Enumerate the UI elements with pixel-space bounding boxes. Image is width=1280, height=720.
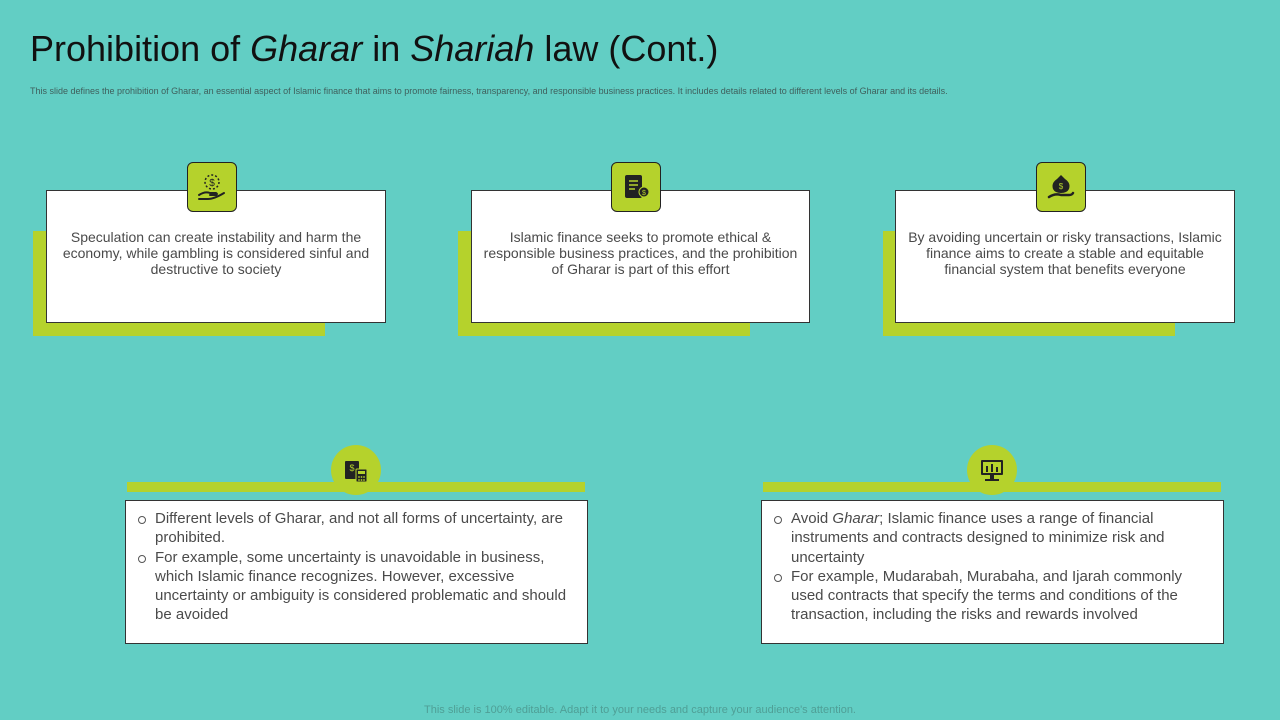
levels-card: [125, 500, 588, 644]
bullet-circle-icon: [774, 574, 782, 582]
bullet-text: For example, Mudarabah, Murabaha, and Ijarah commonly used contracts that specify the terms and conditions of the transaction, including the risks and rewards involved: [791, 567, 1183, 624]
bullet-text: ; Islamic finance uses a range of financial instruments and contracts designed to minimize risk and uncertainty: [791, 510, 1165, 566]
list-item: [774, 567, 1209, 625]
hand-dollar-icon: [187, 162, 237, 212]
page-title: [30, 28, 718, 70]
list-item: [138, 509, 573, 548]
bullet-list: [774, 509, 1209, 625]
document-money-icon: [611, 162, 661, 212]
list-item: [774, 509, 1209, 567]
monitor-growth-icon: [967, 445, 1017, 495]
bullet-list: [138, 509, 573, 625]
title-part: Prohibition of: [30, 28, 251, 69]
footer-note: This slide is 100% editable. Adapt it to your needs and capture your audience's attention.: [424, 704, 856, 716]
title-emphasis: Shariah: [410, 28, 535, 69]
svg-text:$: $: [642, 190, 646, 197]
title-emphasis: Gharar: [250, 28, 363, 69]
card-text: By avoiding uncertain or risky transactions, Islamic finance aims to create a stable and equitable financial system that benefits everyone: [908, 229, 1222, 277]
list-item: [138, 548, 573, 625]
svg-text:$: $: [349, 463, 355, 473]
cash-calculator-icon: [331, 445, 381, 495]
title-part: in: [362, 28, 411, 69]
bullet-text: For example, some uncertainty is unavoidable in business, which Islamic finance recognizes. However, excessive uncertainty or ambiguity is considered problematic and should be avoided: [155, 548, 567, 624]
page-subtitle: This slide defines the prohibition of Gharar, an essential aspect of Islamic finance that aims to promote fairness, transparency, and responsible business practices. It includes details related to different levels of Gharar and its details.: [30, 86, 948, 96]
bullet-text: Avoid: [791, 510, 833, 527]
svg-text:$: $: [1058, 182, 1064, 191]
card-text: Islamic finance seeks to promote ethical & responsible business practices, and the prohibition of Gharar is part of this effort: [483, 229, 798, 277]
svg-text:$: $: [209, 178, 215, 189]
instruments-card: [761, 500, 1224, 644]
bullet-circle-icon: [138, 516, 146, 524]
bullet-circle-icon: [138, 555, 146, 563]
bullet-emphasis: Gharar: [832, 510, 880, 527]
bullet-circle-icon: [774, 516, 782, 524]
card-text: Speculation can create instability and harm the economy, while gambling is considered sinful and destructive to society: [62, 229, 370, 277]
title-part: law (Cont.): [534, 28, 719, 69]
hand-moneybag-icon: [1036, 162, 1086, 212]
bullet-text: Different levels of Gharar, and not all forms of uncertainty, are prohibited.: [155, 510, 563, 547]
